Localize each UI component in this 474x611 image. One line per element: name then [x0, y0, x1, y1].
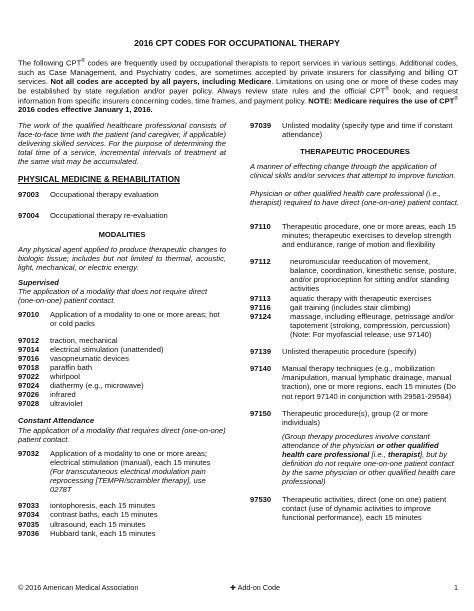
code-number: 97036: [18, 528, 40, 538]
code-number: 97113: [250, 293, 271, 303]
code-description-text: Application of a modality to one or more areas; electrical stimulation (manual), each 15 minutes: [50, 448, 211, 467]
intro-bold: NOTE: Medicare requires the use of CPT: [308, 96, 455, 106]
code-description: diathermy (e.g., microwave): [50, 381, 144, 391]
code-row: [250, 364, 460, 400]
group-note-row: [250, 432, 460, 487]
code-row: [250, 294, 460, 303]
code-row: [18, 520, 226, 529]
code-row: [250, 495, 460, 522]
intro-text: codes are frequently used by occupational therapists to report services in various settings. Additional codes, such as Case Management, and Psychiatry codes, are sometimes accepted by private insurers for classifying and billing OT services.: [18, 58, 458, 86]
note-text: (Group therapy procedures involve constant attendance of the physician: [282, 431, 430, 450]
code-number: 97116: [250, 302, 271, 312]
code-description: ultraviolet: [50, 399, 83, 409]
code-number: 97014: [18, 344, 40, 354]
code-number: 97112: [250, 257, 271, 267]
code-number: 97033: [18, 501, 40, 511]
therapeutic-procedures-heading: THERAPEUTIC PROCEDURES: [300, 147, 410, 157]
group-therapy-note: [282, 432, 460, 487]
code-number: 97032: [18, 448, 40, 458]
code-row: [250, 257, 460, 293]
page-title: 2016 CPT CODES FOR OCCUPATIONAL THERAPY: [134, 38, 340, 48]
copyright-notice: © 2016 American Medical Association: [18, 583, 139, 592]
code-description: electrical stimulation (unattended): [50, 344, 164, 354]
code-number: 97024: [18, 381, 40, 391]
therapeutic-note: A manner of effecting change through the application of clinical skills and/or services that attempt to improve function.: [250, 162, 456, 181]
registered-mark: ®: [454, 95, 458, 102]
code-number: 97530: [250, 494, 272, 504]
code-description: whirlpool: [50, 372, 80, 382]
registered-mark: ®: [385, 85, 389, 92]
code-description: [50, 449, 226, 495]
code-number: 97010: [18, 310, 40, 320]
code-row: [18, 310, 226, 328]
code-row: [250, 222, 460, 249]
code-description: Therapeutic procedure(s), group (2 or more individuals): [282, 408, 429, 427]
therapeutic-note: Physician or other qualified health care professional (i.e., therapist) required to have direct (one-on-one) patient contact.: [250, 188, 459, 207]
addon-label: Add-on Code: [236, 583, 280, 592]
code-description: Unlisted modality (specify type and time if constant attendance): [282, 121, 453, 140]
code-number: 97026: [18, 390, 40, 400]
code-description: Occupational therapy evaluation: [50, 190, 159, 200]
code-description: aquatic therapy with therapeutic exercises: [290, 293, 432, 303]
registered-mark: ®: [81, 58, 85, 64]
code-number: 97139: [250, 347, 272, 357]
code-row: [18, 336, 226, 345]
code-description: [282, 312, 460, 339]
code-number: 97004: [18, 210, 40, 220]
constant-attendance-note: The application of a modality that requires direct (one-on-one) patient contact.: [18, 425, 226, 444]
code-row: [18, 510, 226, 519]
code-row: [250, 312, 460, 339]
addon-legend: [230, 584, 280, 593]
code-row: [250, 303, 460, 312]
code-description: contrast baths, each 15 minutes: [50, 510, 158, 520]
code-description-text: massage, including effleurage, petrissage and/or tapotement (stroking, compression, percussion): [290, 311, 454, 330]
code-row: [18, 345, 226, 354]
section-heading-pmr: PHYSICAL MEDICINE & REHABILITATION: [18, 174, 180, 184]
work-note: The work of the qualified healthcare professional consists of face-to-face time with the patient (and caregiver, if applicable) delivering skilled services. For the purpose of determining the total time of a service, incremental intervals of treatment at the same visit may be accumulated.: [18, 121, 226, 167]
code-number: 97022: [18, 372, 40, 382]
constant-code-list: [18, 501, 226, 537]
supervised-heading: Supervised: [18, 278, 59, 288]
modalities-note: Any physical agent applied to produce therapeutic changes to biologic tissue; includes but not limited to thermal, acoustic, light, mechanical, or electric energy.: [18, 244, 226, 272]
right-column: [250, 121, 460, 527]
note-text: [i.e.,: [369, 450, 388, 460]
code-row: [18, 372, 226, 381]
code-number: 97018: [18, 362, 40, 372]
code-description: Occupational therapy re-evaluation: [50, 210, 168, 220]
code-description: Therapeutic procedure, one or more areas, each 15 minutes; therapeutic exercises to develop strength and endurance, range of motion and flexibility: [282, 221, 456, 249]
left-column: [18, 121, 226, 538]
code-number: 97012: [18, 335, 40, 345]
note-bold: therapist: [387, 450, 421, 460]
code-row: [18, 381, 226, 390]
code-row: [18, 449, 226, 495]
code-row: [18, 501, 226, 510]
supervised-note: The application of a modality that does not require direct (one-on-one) patient contact.: [18, 287, 208, 306]
code-row: [250, 347, 460, 356]
code-description: gait training (includes stair climbing): [290, 302, 411, 312]
supervised-code-list: [18, 336, 226, 409]
code-description: iontophoresis, each 15 minutes: [50, 501, 156, 511]
note-bold: or other qualified health care professional: [282, 440, 439, 460]
code-row: [18, 529, 226, 538]
constant-attendance-heading: Constant Attendance: [18, 416, 95, 426]
intro-text: book, and request information from specific insurers concerning codes, time frames, and payment policy.: [18, 86, 459, 106]
page-number: 1: [454, 583, 458, 592]
code-number: 97028: [18, 399, 40, 409]
code-number: 97150: [250, 408, 272, 418]
code-row: [18, 354, 226, 363]
code-description: Unlisted therapeutic procedure (specify): [282, 347, 417, 357]
code-description: vasopneumatic devices: [50, 353, 129, 363]
intro-text: The following CPT: [18, 58, 82, 68]
code-description: ultrasound, each 15 minutes: [50, 519, 146, 529]
code-note: (For transcutaneous electrical modulation pain reprocessing [TEMPR/scrambler therapy], use 0278T: [50, 467, 206, 495]
code-description: infrared: [50, 390, 76, 400]
code-row: [18, 363, 226, 372]
code-row: [18, 390, 226, 399]
intro-paragraph: [18, 58, 458, 114]
code-description: Therapeutic activities, direct (one on one) patient contact (use of dynamic activities to improve functional performance), each 15 minutes: [282, 494, 447, 522]
code-note: (Note: For myofascial release, use 97140): [290, 329, 432, 339]
code-number: 97003: [18, 190, 40, 200]
code-row: [18, 190, 226, 199]
plus-icon: ✚: [230, 583, 237, 592]
code-description: Hubbard tank, each 15 minutes: [50, 528, 156, 538]
code-row: [18, 399, 226, 408]
code-row: [250, 121, 460, 139]
code-number: 97124: [250, 311, 272, 321]
intro-bold: 2016 codes effective January 1, 2016.: [18, 105, 153, 115]
code-number: 97035: [18, 519, 40, 529]
code-number: 97039: [250, 121, 272, 130]
intro-text: . Limitations on using one or more of these codes may be established by state regulation and/or payer policy. Always review state rules and the official CPT: [18, 76, 458, 96]
code-description: Application of a modality to one or more areas; hot or cold packs: [50, 310, 220, 329]
code-number: 97016: [18, 353, 40, 363]
code-number: 97110: [250, 221, 271, 231]
intro-bold: Not all codes are accepted by all payers, including Medicare: [50, 76, 272, 86]
code-number: 97034: [18, 510, 40, 520]
note-text: ], but by definition do not require one-on-one patient contact by the same physician or other qualified health care professional): [282, 450, 456, 487]
modalities-heading: MODALITIES: [98, 229, 146, 239]
code-description: neuromuscular reeducation of movement, balance, coordination, kinesthetic sense, posture, and/or proprioception for sitting and/or standing activities: [290, 257, 457, 294]
code-row: [250, 409, 460, 427]
code-description: paraffin bath: [50, 362, 93, 372]
code-number: 97140: [250, 364, 272, 374]
code-row: [18, 211, 226, 220]
code-description: Manual therapy techniques (e.g., mobilization /manipulation, manual lymphatic drainage, manual traction), one or more regions, each 15 minutes (Do not report 97140 in conjunction with 29581-29584): [282, 364, 456, 401]
code-description: traction, mechanical: [50, 335, 118, 345]
